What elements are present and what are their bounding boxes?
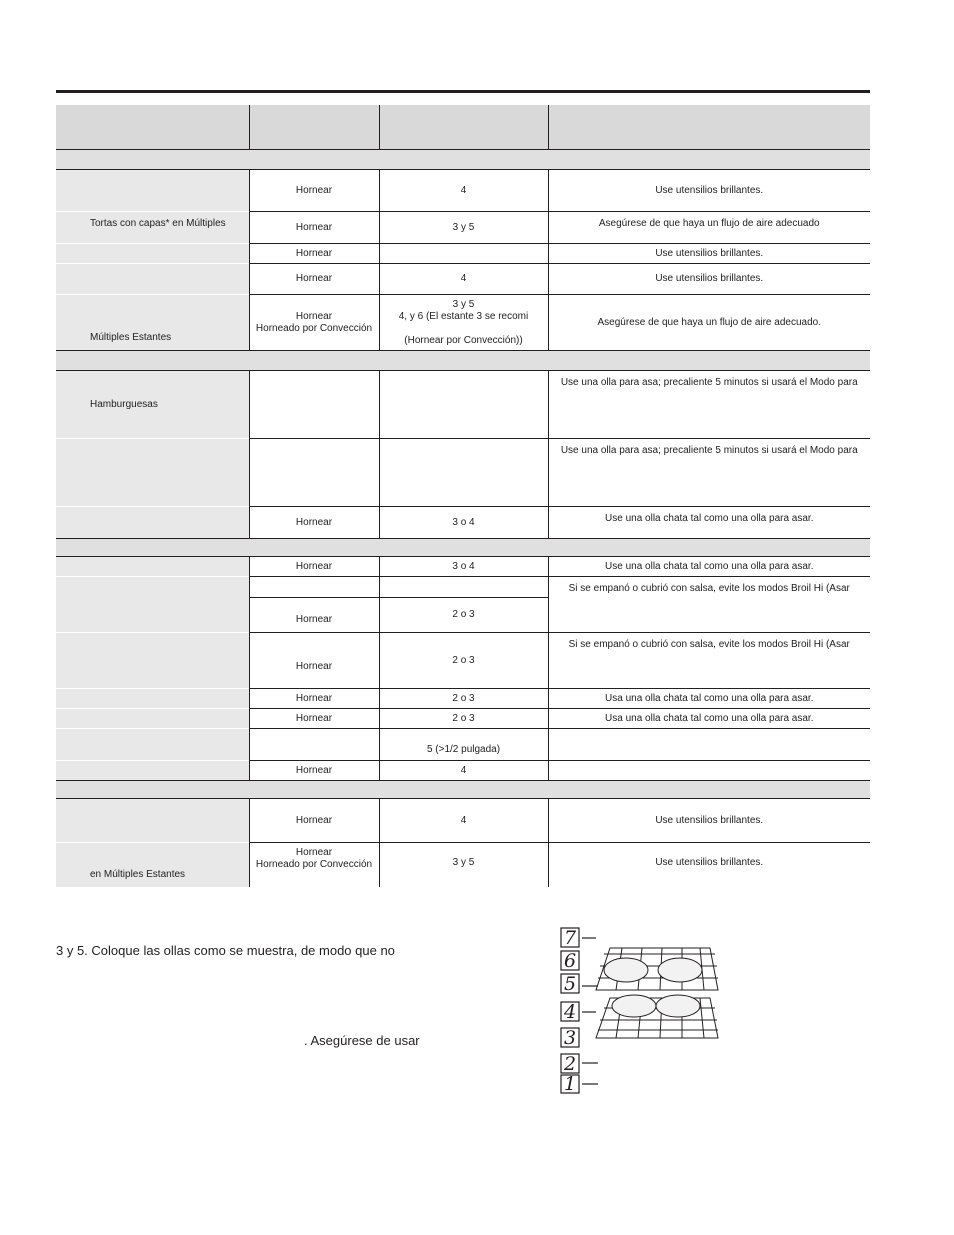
food-label: Múltiples Estantes [90, 332, 172, 343]
table-row [56, 264, 870, 295]
section-row [56, 781, 870, 799]
section-row [56, 351, 870, 371]
rack-position: 2 o 3 [379, 709, 548, 729]
cook-mode: Hornear [249, 244, 379, 264]
cook-mode: Hornear [249, 170, 379, 212]
header-cell-notes [548, 105, 870, 150]
rack-position: 4 [379, 170, 548, 212]
rack-label-2: 2 [564, 1053, 577, 1075]
food-label: en Múltiples Estantes [90, 868, 186, 880]
table-row [56, 689, 870, 709]
notes: Asegúrese de que haya un flujo de aire adecuado. [548, 295, 870, 351]
table-row [56, 761, 870, 781]
table-row [56, 729, 870, 761]
table-row [56, 439, 870, 507]
rack-position: 4 [379, 799, 548, 843]
cook-mode: Hornear [249, 689, 379, 709]
notes: Usa una olla chata tal como una olla para asar. [548, 689, 870, 709]
table-row [56, 295, 870, 351]
rack-position: 4 [379, 761, 548, 781]
table-row [56, 633, 870, 689]
notes [548, 729, 870, 761]
rack-label-1: 1 [564, 1073, 577, 1095]
cook-mode: Hornear Horneado por Convección [249, 843, 379, 887]
table-row [56, 709, 870, 729]
notes: Si se empanó o cubrió con salsa, evite los modos Broil Hi (Asar [548, 577, 870, 633]
section-row [56, 539, 870, 557]
header-cell-mode [249, 105, 379, 150]
rack-number-labels [561, 927, 579, 1095]
header-cell-rack [379, 105, 548, 150]
rack-position: 5 (>1/2 pulgada) [379, 729, 548, 761]
cook-mode: Hornear [249, 212, 379, 244]
notes: Use utensilios brillantes. [548, 264, 870, 295]
cook-mode: Hornear [249, 761, 379, 781]
oven-rack-diagram [560, 926, 730, 1096]
rack-position: 2 o 3 [379, 689, 548, 709]
rack-position: 4 [379, 264, 548, 295]
cook-mode: Hornear [249, 507, 379, 539]
cook-mode [249, 371, 379, 439]
notes: Asegúrese de que haya un flujo de aire adecuado [548, 212, 870, 244]
rack-label-3: 3 [564, 1027, 577, 1049]
rack-position: 3 o 4 [379, 557, 548, 577]
table-row [56, 577, 870, 633]
instruction-text: . Asegúrese de usar [304, 1033, 420, 1048]
rack-position: 2 o 3 [379, 633, 548, 689]
table-row [56, 843, 870, 887]
table-header-row [56, 105, 870, 150]
cook-mode: Hornear [249, 709, 379, 729]
notes: Use una olla chata tal como una olla para asar. [548, 557, 870, 577]
cook-mode [249, 439, 379, 507]
rack-position: 3 o 4 [379, 507, 548, 539]
top-rule [56, 90, 870, 93]
rack-position: 3 y 5 4, y 6 (El estante 3 se recomi (Hornear por Convección)) [379, 295, 548, 351]
notes: Use utensilios brillantes. [548, 799, 870, 843]
notes: Use una olla para asa; precaliente 5 minutos si usará el Modo para [548, 371, 870, 439]
cook-mode: Hornear [249, 557, 379, 577]
rack-position: 3 y 5 [379, 212, 548, 244]
cook-mode [249, 729, 379, 761]
table-row [56, 170, 870, 212]
cook-mode: Hornear [249, 799, 379, 843]
rack-position: 2 o 3 [379, 577, 548, 633]
notes [548, 761, 870, 781]
cook-mode: Hornear [249, 633, 379, 689]
food-label: Tortas con capas* en Múltiples [90, 218, 226, 229]
notes: Use utensilios brillantes. [548, 170, 870, 212]
notes: Use utensilios brillantes. [548, 843, 870, 887]
notes: Si se empanó o cubrió con salsa, evite los modos Broil Hi (Asar [548, 633, 870, 689]
cook-mode: Hornear [249, 577, 379, 633]
table-row [56, 507, 870, 539]
cook-mode: Hornear Horneado por Convección [249, 295, 379, 351]
table-row [56, 799, 870, 843]
rack-label-7: 7 [564, 927, 577, 949]
rack-position: 3 y 5 [379, 843, 548, 887]
cooking-guide-table [56, 104, 870, 887]
rack-label-6: 6 [564, 950, 577, 972]
rack-label-4: 4 [564, 1001, 577, 1023]
notes: Use una olla para asa; precaliente 5 minutos si usará el Modo para [548, 439, 870, 507]
table-row [56, 212, 870, 244]
rack-position [379, 244, 548, 264]
rack-position [379, 439, 548, 507]
instruction-text: 3 y 5. Coloque las ollas como se muestra, de modo que no [56, 943, 395, 958]
rack-position [379, 371, 548, 439]
notes: Usa una olla chata tal como una olla para asar. [548, 709, 870, 729]
table-row [56, 371, 870, 439]
rack-label-5: 5 [564, 973, 577, 995]
cook-mode: Hornear [249, 264, 379, 295]
notes: Use utensilios brillantes. [548, 244, 870, 264]
header-cell-food [56, 105, 249, 150]
table-row [56, 557, 870, 577]
notes: Use una olla chata tal como una olla para asar. [548, 507, 870, 539]
section-row [56, 150, 870, 170]
food-label: Hamburguesas [90, 398, 158, 410]
table-row [56, 244, 870, 264]
